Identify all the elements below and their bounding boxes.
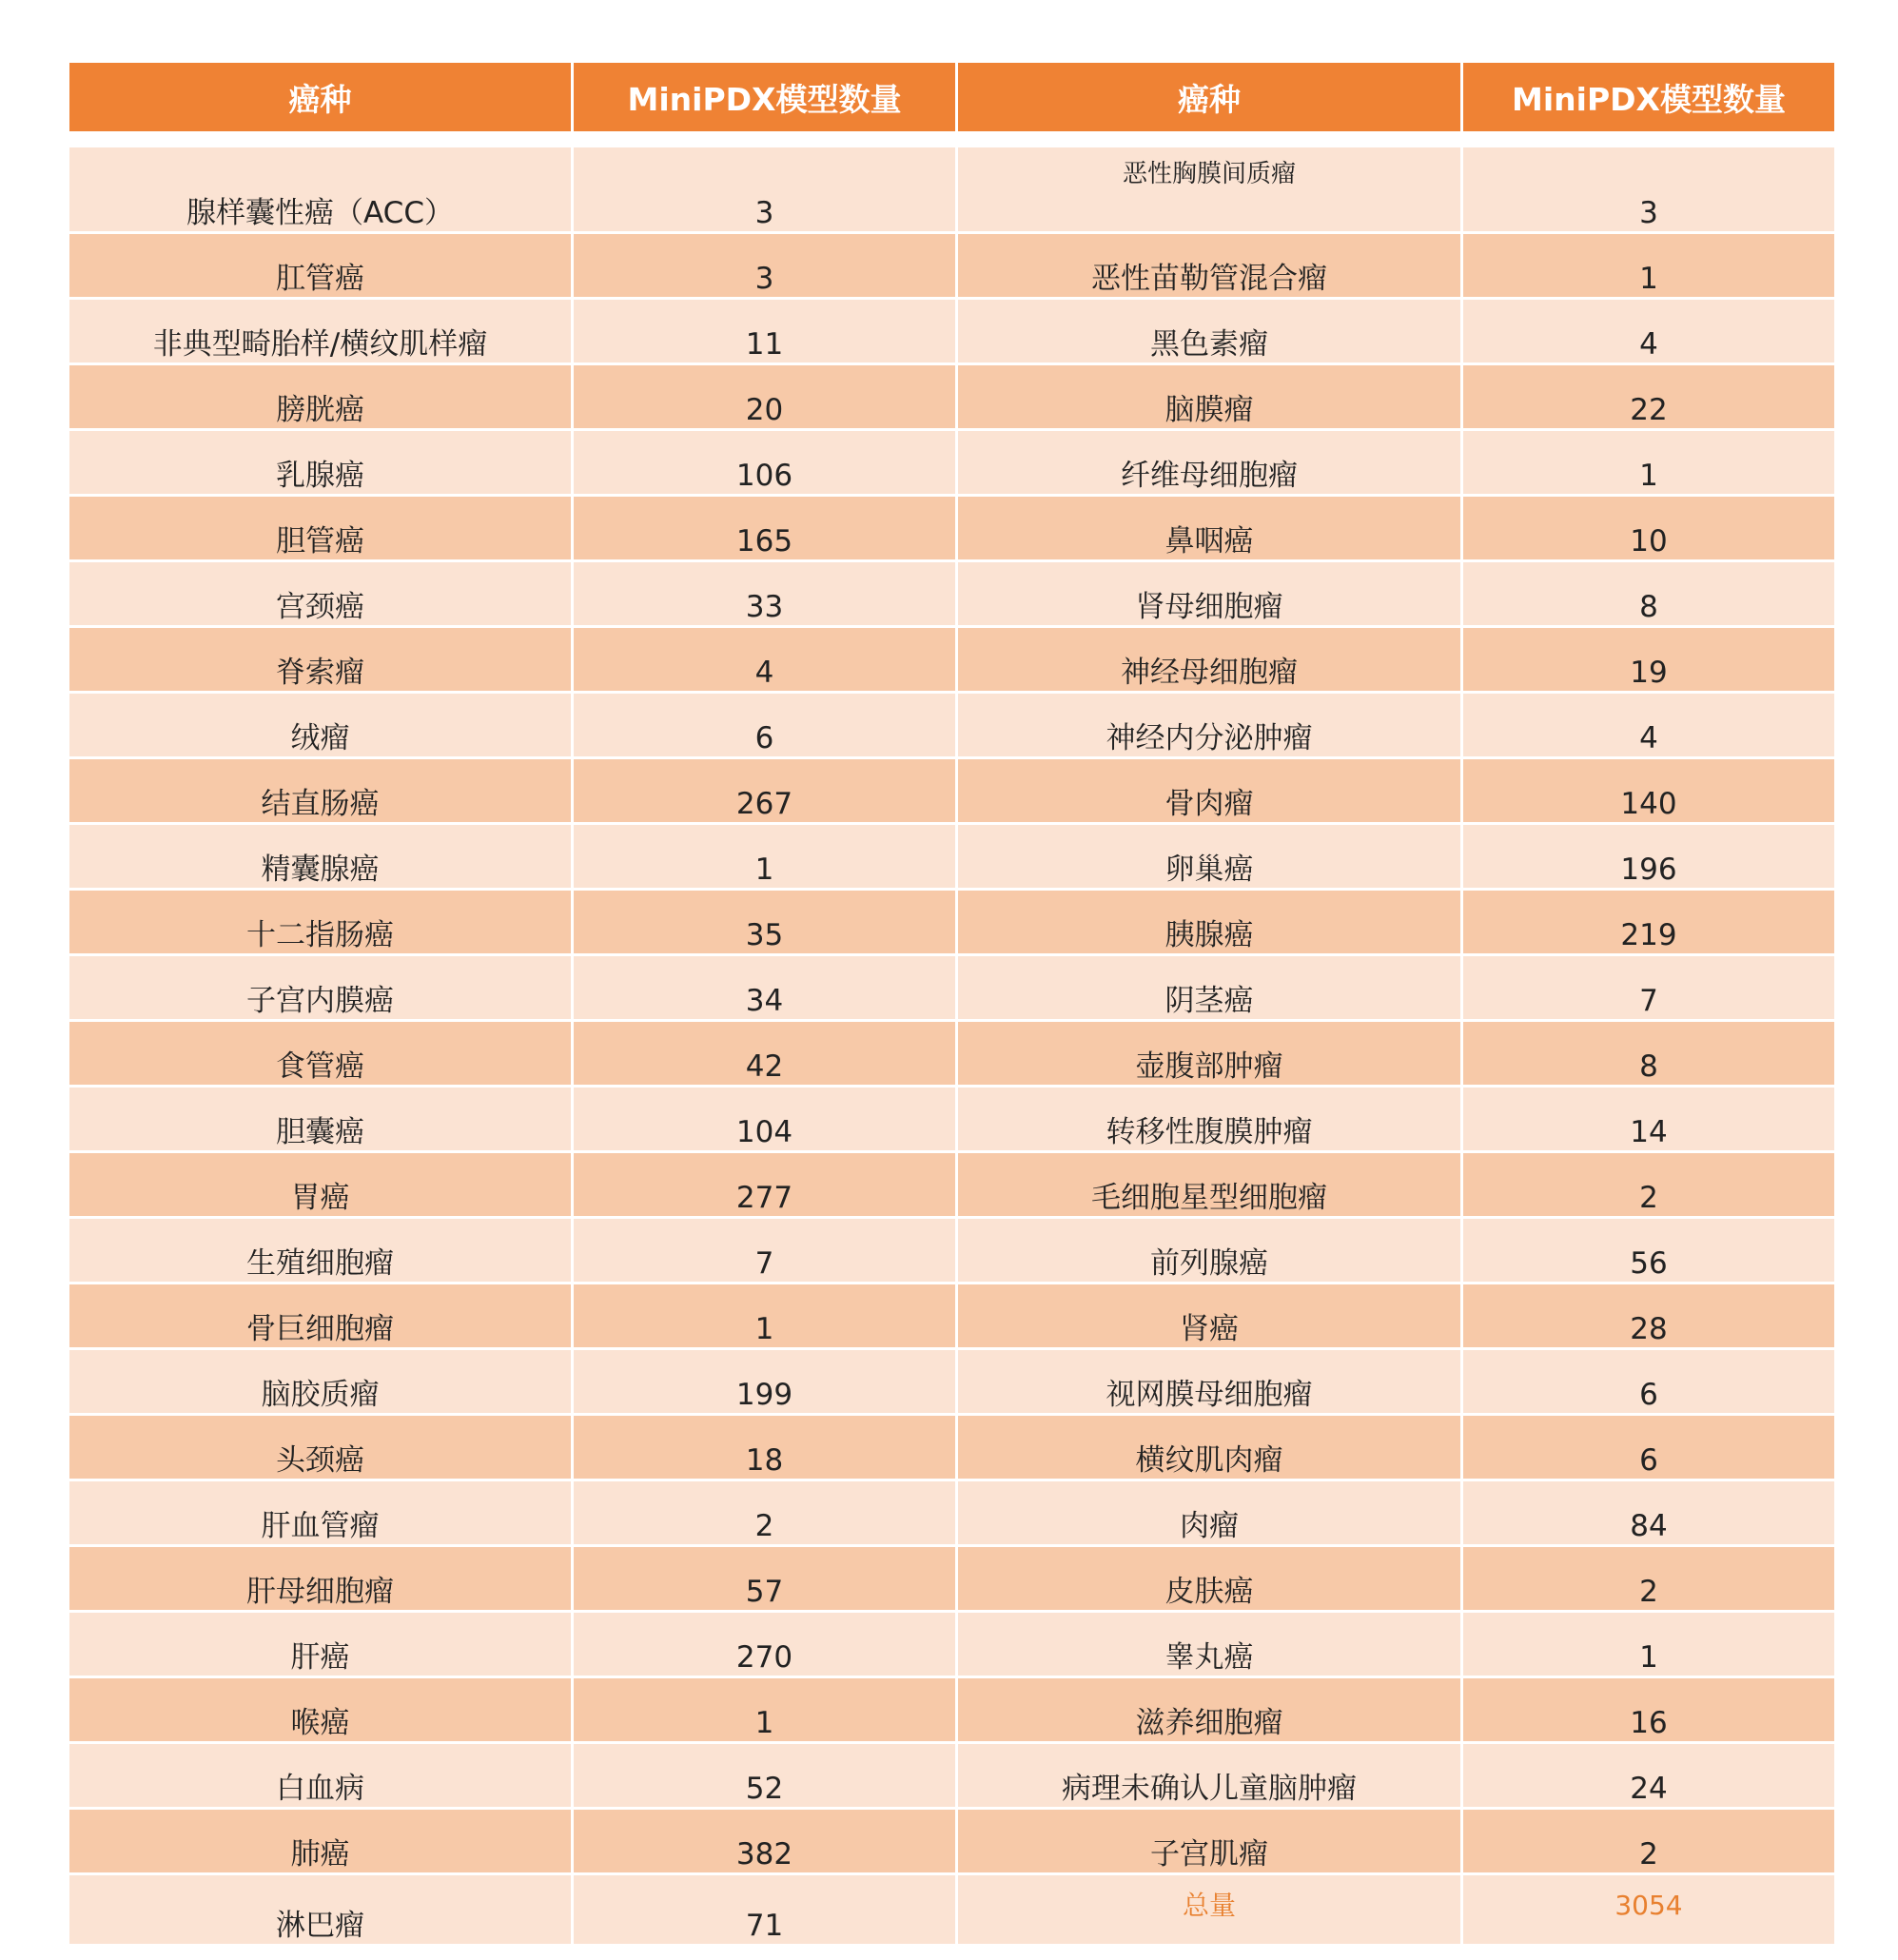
cancer-type-right-cell: 胰腺癌 <box>957 890 1462 955</box>
cancer-model-table-container <box>67 60 1834 1947</box>
cancer-type-left-cell: 腺样囊性癌（ACC） <box>68 147 573 233</box>
header-model-count-right: MiniPDX模型数量 <box>1462 62 1836 133</box>
model-count-right-cell: 4 <box>1462 299 1836 364</box>
cancer-type-right-cell: 鼻咽癌 <box>957 496 1462 561</box>
cancer-type-left-cell: 十二指肠癌 <box>68 890 573 955</box>
model-count-left-cell: 199 <box>573 1349 957 1415</box>
cancer-type-left-cell: 脊索瘤 <box>68 627 573 693</box>
cancer-type-right-cell: 视网膜母细胞瘤 <box>957 1349 1462 1415</box>
cancer-type-right-cell: 神经母细胞瘤 <box>957 627 1462 693</box>
cancer-type-left-cell: 肝母细胞瘤 <box>68 1546 573 1612</box>
table-row <box>68 430 1836 496</box>
cancer-model-table <box>67 60 1837 1947</box>
cancer-type-left-cell: 胆管癌 <box>68 496 573 561</box>
table-body <box>68 133 1836 1946</box>
cancer-type-left-cell: 乳腺癌 <box>68 430 573 496</box>
table-row <box>68 299 1836 364</box>
model-count-left-cell: 6 <box>573 693 957 758</box>
model-count-left-cell: 11 <box>573 299 957 364</box>
model-count-right-cell: 28 <box>1462 1284 1836 1349</box>
cancer-type-left-cell: 肛管癌 <box>68 233 573 299</box>
cancer-type-right-cell: 滋养细胞瘤 <box>957 1677 1462 1743</box>
cancer-type-right-cell: 子宫肌瘤 <box>957 1809 1462 1874</box>
cancer-type-right-cell: 神经内分泌肿瘤 <box>957 693 1462 758</box>
table-row <box>68 1677 1836 1743</box>
table-row <box>68 1152 1836 1218</box>
model-count-left-cell: 1 <box>573 824 957 890</box>
cancer-type-left-cell: 胃癌 <box>68 1152 573 1218</box>
cancer-type-right-cell: 病理未确认儿童脑肿瘤 <box>957 1743 1462 1809</box>
table-row <box>68 693 1836 758</box>
table-row <box>68 824 1836 890</box>
model-count-left-cell: 3 <box>573 147 957 233</box>
model-count-right-cell: 14 <box>1462 1087 1836 1152</box>
header-cancer-type-right: 癌种 <box>957 62 1462 133</box>
model-count-right-cell: 8 <box>1462 561 1836 627</box>
model-count-left-cell: 267 <box>573 758 957 824</box>
cancer-type-right-cell: 肾母细胞瘤 <box>957 561 1462 627</box>
model-count-right-cell: 4 <box>1462 693 1836 758</box>
model-count-right-cell: 6 <box>1462 1349 1836 1415</box>
cancer-type-left-cell: 宫颈癌 <box>68 561 573 627</box>
cancer-type-right-cell: 转移性腹膜肿瘤 <box>957 1087 1462 1152</box>
model-count-left-cell: 42 <box>573 1021 957 1087</box>
table-row <box>68 955 1836 1021</box>
cancer-type-left-cell: 肺癌 <box>68 1809 573 1874</box>
model-count-left-cell: 71 <box>573 1874 957 1946</box>
cancer-type-left-cell: 绒瘤 <box>68 693 573 758</box>
header-model-count-left: MiniPDX模型数量 <box>573 62 957 133</box>
table-row <box>68 233 1836 299</box>
table-row <box>68 1087 1836 1152</box>
cancer-type-right-cell: 毛细胞星型细胞瘤 <box>957 1152 1462 1218</box>
model-count-left-cell: 1 <box>573 1677 957 1743</box>
cancer-type-left-cell: 精囊腺癌 <box>68 824 573 890</box>
cancer-type-right-cell: 肉瘤 <box>957 1480 1462 1546</box>
cancer-type-left-cell: 结直肠癌 <box>68 758 573 824</box>
cancer-type-left-cell: 非典型畸胎样/横纹肌样瘤 <box>68 299 573 364</box>
table-row <box>68 1743 1836 1809</box>
model-count-right-cell: 16 <box>1462 1677 1836 1743</box>
model-count-right-cell: 196 <box>1462 824 1836 890</box>
cancer-type-left-cell: 子宫内膜癌 <box>68 955 573 1021</box>
model-count-left-cell: 33 <box>573 561 957 627</box>
cancer-type-right-cell: 前列腺癌 <box>957 1218 1462 1284</box>
cancer-type-left-cell: 食管癌 <box>68 1021 573 1087</box>
cancer-type-right-cell: 恶性苗勒管混合瘤 <box>957 233 1462 299</box>
table-row <box>68 1021 1836 1087</box>
cancer-type-right-cell: 肾癌 <box>957 1284 1462 1349</box>
table-row <box>68 1284 1836 1349</box>
table-row <box>68 1218 1836 1284</box>
model-count-right-cell: 6 <box>1462 1415 1836 1480</box>
model-count-left-cell: 104 <box>573 1087 957 1152</box>
model-count-left-cell: 1 <box>573 1284 957 1349</box>
model-count-right-cell: 2 <box>1462 1152 1836 1218</box>
model-count-left-cell: 18 <box>573 1415 957 1480</box>
model-count-left-cell: 52 <box>573 1743 957 1809</box>
cancer-type-right-cell: 纤维母细胞瘤 <box>957 430 1462 496</box>
model-count-right-cell: 1 <box>1462 233 1836 299</box>
cancer-type-right-cell: 恶性胸膜间质瘤 <box>957 147 1462 233</box>
table-row <box>68 1546 1836 1612</box>
model-count-left-cell: 35 <box>573 890 957 955</box>
model-count-right-cell: 22 <box>1462 364 1836 430</box>
model-count-right-cell: 1 <box>1462 430 1836 496</box>
total-value-cell: 3054 <box>1462 1874 1836 1946</box>
model-count-left-cell: 20 <box>573 364 957 430</box>
cancer-type-left-cell: 肝癌 <box>68 1612 573 1677</box>
header-spacer <box>68 133 1836 147</box>
cancer-type-left-cell: 生殖细胞瘤 <box>68 1218 573 1284</box>
model-count-left-cell: 106 <box>573 430 957 496</box>
model-count-right-cell: 19 <box>1462 627 1836 693</box>
model-count-right-cell: 140 <box>1462 758 1836 824</box>
cancer-type-left-cell: 膀胱癌 <box>68 364 573 430</box>
model-count-right-cell: 219 <box>1462 890 1836 955</box>
cancer-type-left-cell: 头颈癌 <box>68 1415 573 1480</box>
table-row <box>68 758 1836 824</box>
model-count-left-cell: 270 <box>573 1612 957 1677</box>
spacer-cell <box>68 133 1836 147</box>
header-cancer-type-left: 癌种 <box>68 62 573 133</box>
cancer-type-right-cell: 壶腹部肿瘤 <box>957 1021 1462 1087</box>
cancer-type-left-cell: 胆囊癌 <box>68 1087 573 1152</box>
cancer-type-left-cell: 肝血管瘤 <box>68 1480 573 1546</box>
cancer-type-right-cell: 睾丸癌 <box>957 1612 1462 1677</box>
table-row <box>68 147 1836 233</box>
table-row <box>68 364 1836 430</box>
model-count-right-cell: 3 <box>1462 147 1836 233</box>
model-count-right-cell: 24 <box>1462 1743 1836 1809</box>
model-count-right-cell: 8 <box>1462 1021 1836 1087</box>
model-count-right-cell: 7 <box>1462 955 1836 1021</box>
model-count-right-cell: 56 <box>1462 1218 1836 1284</box>
cancer-type-right-cell: 脑膜瘤 <box>957 364 1462 430</box>
cancer-type-left-cell: 喉癌 <box>68 1677 573 1743</box>
model-count-right-cell: 1 <box>1462 1612 1836 1677</box>
model-count-right-cell: 2 <box>1462 1546 1836 1612</box>
model-count-left-cell: 2 <box>573 1480 957 1546</box>
table-row <box>68 890 1836 955</box>
cancer-type-right-cell: 皮肤癌 <box>957 1546 1462 1612</box>
model-count-left-cell: 4 <box>573 627 957 693</box>
model-count-left-cell: 57 <box>573 1546 957 1612</box>
table-row <box>68 1480 1836 1546</box>
cancer-type-left-cell: 淋巴瘤 <box>68 1874 573 1946</box>
table-row <box>68 1415 1836 1480</box>
table-row <box>68 561 1836 627</box>
table-row <box>68 1612 1836 1677</box>
cancer-type-left-cell: 白血病 <box>68 1743 573 1809</box>
cancer-type-left-cell: 脑胶质瘤 <box>68 1349 573 1415</box>
cancer-type-right-cell: 骨肉瘤 <box>957 758 1462 824</box>
cancer-type-right-cell: 阴茎癌 <box>957 955 1462 1021</box>
model-count-left-cell: 382 <box>573 1809 957 1874</box>
model-count-left-cell: 277 <box>573 1152 957 1218</box>
model-count-left-cell: 7 <box>573 1218 957 1284</box>
model-count-left-cell: 165 <box>573 496 957 561</box>
model-count-right-cell: 10 <box>1462 496 1836 561</box>
total-label-cell: 总量 <box>957 1874 1462 1946</box>
table-row <box>68 496 1836 561</box>
model-count-left-cell: 3 <box>573 233 957 299</box>
table-row <box>68 627 1836 693</box>
cancer-type-left-cell: 骨巨细胞瘤 <box>68 1284 573 1349</box>
model-count-right-cell: 84 <box>1462 1480 1836 1546</box>
model-count-right-cell: 2 <box>1462 1809 1836 1874</box>
cancer-type-right-cell: 卵巢癌 <box>957 824 1462 890</box>
total-row <box>68 1874 1836 1946</box>
model-count-left-cell: 34 <box>573 955 957 1021</box>
table-row <box>68 1809 1836 1874</box>
header-row <box>68 62 1836 133</box>
cancer-type-right-cell: 横纹肌肉瘤 <box>957 1415 1462 1480</box>
cancer-type-right-cell: 黑色素瘤 <box>957 299 1462 364</box>
table-header <box>68 62 1836 133</box>
table-row <box>68 1349 1836 1415</box>
